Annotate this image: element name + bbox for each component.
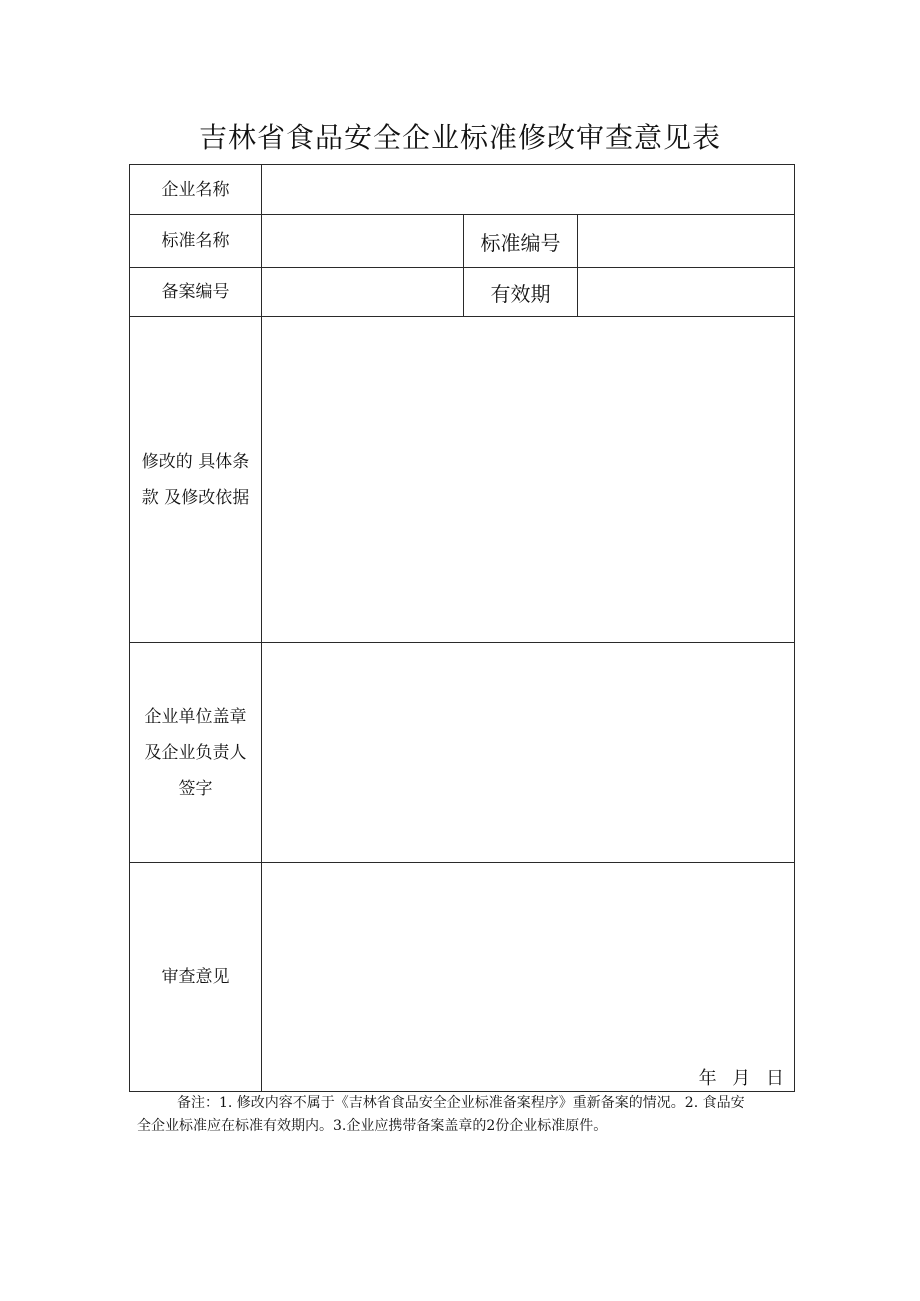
standard-name-field[interactable] [262,215,464,268]
seal-label-line2: 及企业负责人 [144,742,247,763]
seal-signature-field[interactable] [262,643,795,863]
standard-number-label: 标准编号 [464,215,578,268]
validity-label: 有效期 [464,268,578,317]
review-opinion-field[interactable] [262,863,795,1092]
filing-number-field[interactable] [262,268,464,317]
footnote: 备注：1. 修改内容不属于《吉林省食品安全企业标准备案程序》重新备案的情况。2. 食品安全企业标准应在标准有效期内。3.企业应携带备案盖章的2份企业标准原件。 [137,1095,745,1134]
form-title: 吉林省食品安全企业标准修改审查意见表 [198,121,721,154]
modification-label [130,317,262,643]
seal-label-line3: 签字 [178,778,213,799]
modification-label-line1: 修改的 具体条 [141,451,250,472]
company-name-field[interactable] [262,165,795,215]
standard-name-label: 标准名称 [130,215,262,268]
review-form-table [129,164,795,1092]
review-opinion-label: 审查意见 [130,863,262,1092]
modification-label-line2: 款 及修改依据 [141,487,250,508]
seal-label-line1: 企业单位盖章 [144,706,247,727]
filing-number-label: 备案编号 [130,268,262,317]
validity-field[interactable] [578,268,795,317]
seal-signature-label [130,643,262,863]
standard-number-field[interactable] [578,215,795,268]
date-line: 年 月 日 [698,1068,785,1089]
modification-field[interactable] [262,317,795,643]
company-name-label: 企业名称 [130,165,262,215]
